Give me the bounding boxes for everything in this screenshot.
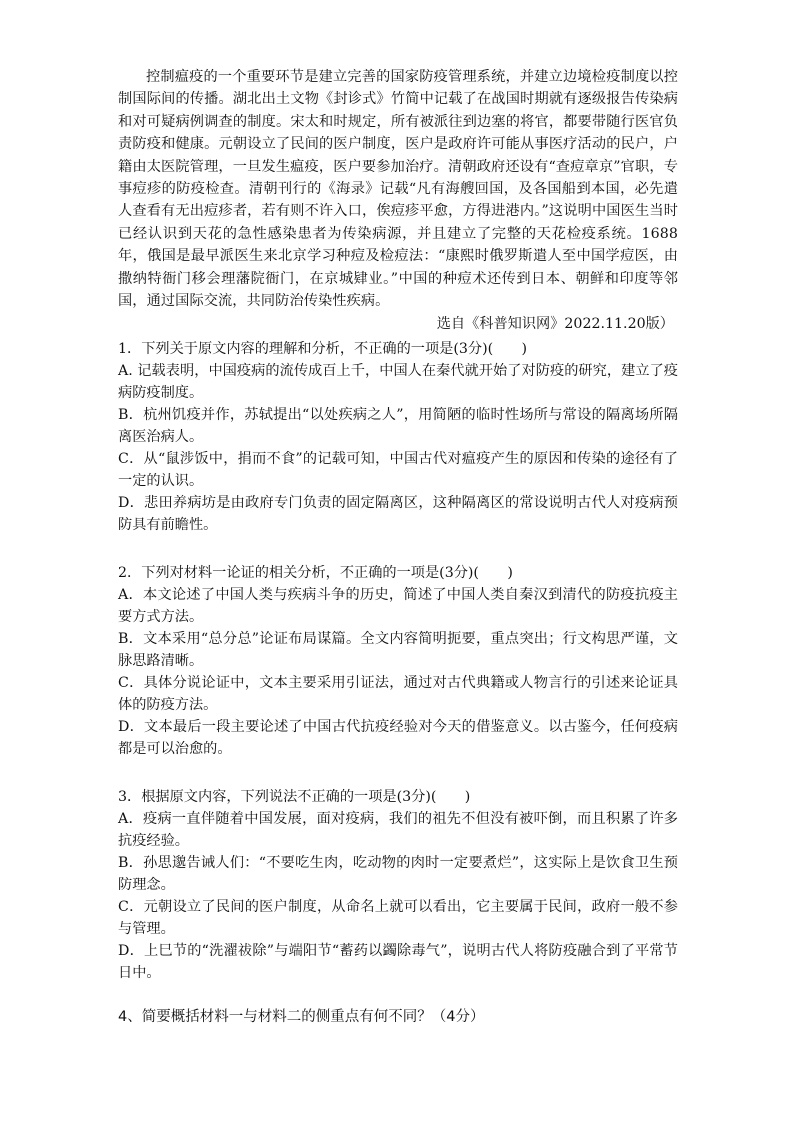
question-stem: 2．下列对材料一论证的相关分析，不正确的一项是(3分)( )	[118, 565, 513, 582]
question-2	[118, 562, 678, 760]
question-stem: 3．根据原文内容，下列说法不正确的一项是(3分)( )	[118, 789, 471, 806]
option-c: C．从“鼠涉饭中，捐而不食”的记载可知，中国古代对瘟疫产生的原因和传染的途径有了一定的认识。	[118, 451, 678, 490]
option-b: B．文本采用“总分总”论证布局谋篇。全文内容简明扼要，重点突出；行文构思严谨，文脉思路清晰。	[118, 631, 678, 670]
question-4: 4、简要概括材料一与材料二的侧重点有何不同？（4分）	[118, 1009, 485, 1026]
spacer	[118, 536, 678, 558]
question-1	[118, 338, 678, 536]
option-b: B．杭州饥疫并作，苏轼提出“以处疾病之人”，用简陋的临时性场所与常设的隔离场所隔离医治病人。	[118, 407, 678, 446]
option-a: A．疫病一直伴随着中国发展，面对疫病，我们的祖先不但没有被吓倒，而且积累了许多抗疫经验。	[118, 811, 678, 850]
spacer	[118, 760, 678, 782]
option-c: C．具体分说论证中，文本主要采用引证法，通过对古代典籍或人物言行的引述来论证具体的防疫方法。	[118, 675, 678, 714]
option-d: D．悲田养病坊是由政府专门负责的固定隔离区，这种隔离区的常设说明古代人对疫病预防具有前瞻性。	[118, 495, 678, 534]
source-citation: 选自《科普知识网》2022.11.20版）	[436, 316, 674, 333]
option-d: D．上巳节的“洗濯祓除”与端阳节“蓄药以蠲除毒气”，说明古代人将防疫融合到了平常节日中。	[118, 943, 678, 982]
spacer	[118, 984, 678, 1006]
question-3	[118, 786, 678, 984]
option-a: A. 记载表明，中国疫病的流传成百上千，中国人在秦代就开始了对防疫的研究，建立了疫病防疫制度。	[118, 363, 678, 402]
question-stem: 1．下列关于原文内容的理解和分析，不正确的一项是(3分)( )	[118, 341, 528, 358]
option-b: B．孙思邈告诫人们：“不要吃生肉，吃动物的肉时一定要煮烂”，这实际上是饮食卫生预防理念。	[118, 855, 678, 894]
option-c: C．元朝设立了民间的医户制度，从命名上就可以看出，它主要属于民间，政府一般不参与管理。	[118, 899, 678, 938]
reading-passage: 控制瘟疫的一个重要环节是建立完善的国家防疫管理系统，并建立边境检疫制度以控制国际间的传播。湖北出土文物《封诊式》竹简中记载了在战国时期就有逐级报告传染病和对可疑病例调查的制度。宋太和时规定，所有被派往到边塞的将官，都要带随行医官负责防疫和健康。元朝设立了民间的医户制度，医户是政府许可能从事医疗活动的民户，户籍由太医院管理，一旦发生瘟疫，医户要参加治疗。清朝政府还设有“查痘章京”官职，专事痘疹的防疫检查。清朝刊行的《海录》记载“凡有海艘回国，及各国船到本国，必先遣人查看有无出痘疹者，若有则不许入口，俟痘疹平愈，方得进港内。”这说明中国医生当时已经认识到天花的急性感染患者为传染病源，并且建立了完整的天花检疫系统。1688年，俄国是最早派医生来北京学习种痘及检痘法：“康熙时俄罗斯遣人至中国学痘医，由撒纳特衙门移会理藩院衙门，在京城肄业。”中国的种痘术还传到日本、朝鲜和印度等邻国，通过国际交流，共同防治传染性疾病。	[118, 69, 678, 310]
option-a: A．本文论述了中国人类与疾病斗争的历史，简述了中国人类自秦汉到清代的防疫抗疫主要方式方法。	[118, 587, 678, 626]
option-d: D．文本最后一段主要论述了中国古代抗疫经验对今天的借鉴意义。以古鉴今，任何疫病都是可以治愈的。	[118, 719, 678, 758]
document-page	[118, 66, 678, 1028]
